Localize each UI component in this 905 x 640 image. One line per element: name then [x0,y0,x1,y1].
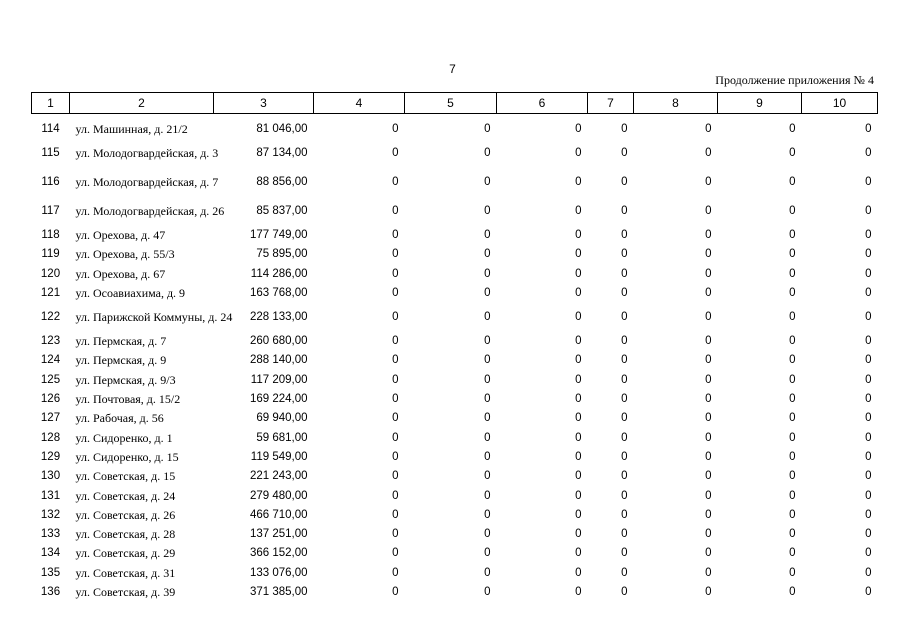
cell-n: 117 [41,204,60,217]
table-row [32,351,878,370]
cell-amt: 221 243,00 [249,470,308,483]
cell-c7: 0 [621,228,628,241]
cell-c8: 0 [705,431,712,444]
cell-c5: 0 [484,286,491,299]
cell-c5: 0 [484,122,491,135]
table-row [32,409,878,428]
cell-c10: 0 [865,373,872,386]
cell-c5: 0 [484,508,491,521]
cell-c10: 0 [865,228,872,241]
cell-amt: 177 749,00 [249,228,308,241]
cell-c5: 0 [484,470,491,483]
table-row [32,486,878,505]
cell-c5: 0 [484,431,491,444]
cell-c10: 0 [865,335,872,348]
cell-n: 122 [40,310,61,323]
column-number-header-row [32,93,878,114]
column-header: 2 [70,93,214,114]
cell-addr: ул. Советская, д. 24 [75,488,176,503]
cell-c6: 0 [575,267,582,280]
cell-c7: 0 [621,489,628,502]
cell-c8: 0 [705,547,712,560]
cell-c6: 0 [575,248,582,261]
cell-c10: 0 [865,354,872,367]
cell-c4: 0 [392,508,399,521]
cell-n: 119 [41,248,60,261]
cell-c6: 0 [575,286,582,299]
cell-c6: 0 [575,528,582,541]
table-row [32,138,878,167]
cell-c7: 0 [621,204,628,217]
cell-c4: 0 [392,248,399,261]
column-header: 6 [497,93,588,114]
cell-addr: ул. Молодогвардейская, д. 26 [75,203,225,218]
table-row [32,196,878,225]
cell-c5: 0 [484,373,491,386]
cell-n: 118 [41,228,60,241]
cell-n: 120 [40,267,61,280]
cell-c6: 0 [575,335,582,348]
cell-amt: 466 710,00 [249,508,308,521]
cell-n: 124 [40,354,61,367]
cell-c6: 0 [575,393,582,406]
cell-c4: 0 [392,122,399,135]
cell-c8: 0 [705,228,712,241]
cell-c4: 0 [392,412,399,425]
cell-amt: 260 680,00 [249,335,308,348]
cell-c9: 0 [789,228,796,241]
table-row [32,331,878,350]
cell-c7: 0 [621,585,628,598]
cell-c7: 0 [621,248,628,261]
cell-amt: 133 076,00 [249,566,308,579]
cell-c6: 0 [575,489,582,502]
cell-c7: 0 [621,528,628,541]
cell-c10: 0 [865,175,872,188]
cell-c5: 0 [484,566,491,579]
cell-c7: 0 [621,566,628,579]
cell-c10: 0 [865,450,872,463]
cell-amt: 228 133,00 [249,310,308,323]
cell-c4: 0 [392,431,399,444]
cell-c9: 0 [789,146,796,159]
column-header: 7 [588,93,634,114]
cell-amt: 87 134,00 [256,146,308,159]
column-header: 1 [32,93,70,114]
cell-c10: 0 [865,393,872,406]
cell-c9: 0 [789,470,796,483]
cell-c7: 0 [621,335,628,348]
cell-c4: 0 [392,354,399,367]
table-row [32,428,878,447]
cell-amt: 59 681,00 [256,431,308,444]
cell-c9: 0 [789,450,796,463]
cell-n: 126 [40,393,61,406]
data-table [31,92,878,602]
cell-c9: 0 [789,489,796,502]
cell-c8: 0 [705,175,712,188]
cell-n: 116 [41,175,60,188]
cell-c9: 0 [789,412,796,425]
cell-c5: 0 [484,450,491,463]
cell-addr: ул. Рабочая, д. 56 [75,411,164,426]
cell-n: 129 [40,450,61,463]
cell-c6: 0 [575,354,582,367]
table-row [32,467,878,486]
cell-c8: 0 [705,146,712,159]
cell-c5: 0 [484,228,491,241]
cell-c8: 0 [705,248,712,261]
cell-c4: 0 [392,450,399,463]
table-row [32,505,878,524]
cell-c10: 0 [865,412,872,425]
cell-c4: 0 [392,489,399,502]
cell-c9: 0 [789,248,796,261]
table-row [32,225,878,244]
cell-c5: 0 [484,489,491,502]
cell-c7: 0 [621,393,628,406]
cell-c8: 0 [705,412,712,425]
cell-c5: 0 [484,412,491,425]
cell-c8: 0 [705,310,712,323]
cell-c10: 0 [865,122,872,135]
cell-amt: 85 837,00 [256,204,308,217]
cell-c5: 0 [484,354,491,367]
cell-c10: 0 [865,204,872,217]
cell-n: 131 [40,489,61,502]
cell-c9: 0 [789,286,796,299]
cell-c10: 0 [865,146,872,159]
cell-c4: 0 [392,310,399,323]
cell-c9: 0 [789,547,796,560]
cell-c8: 0 [705,286,712,299]
cell-c9: 0 [789,393,796,406]
cell-amt: 117 209,00 [250,373,308,386]
cell-c9: 0 [789,585,796,598]
cell-c10: 0 [865,528,872,541]
cell-addr: ул. Советская, д. 15 [75,469,176,484]
cell-c8: 0 [705,489,712,502]
cell-addr: ул. Советская, д. 28 [75,527,176,542]
cell-c7: 0 [621,373,628,386]
cell-c5: 0 [484,393,491,406]
cell-c4: 0 [392,547,399,560]
cell-c10: 0 [865,248,872,261]
cell-n: 130 [40,470,61,483]
cell-c4: 0 [392,204,399,217]
table-row [32,283,878,302]
cell-c10: 0 [865,470,872,483]
cell-c4: 0 [392,267,399,280]
cell-c8: 0 [705,122,712,135]
cell-c9: 0 [789,431,796,444]
cell-c4: 0 [392,335,399,348]
cell-addr: ул. Сидоренко, д. 15 [75,449,179,464]
cell-c4: 0 [392,146,399,159]
cell-c8: 0 [705,566,712,579]
column-header: 3 [214,93,314,114]
cell-c4: 0 [392,470,399,483]
cell-amt: 81 046,00 [256,122,308,135]
cell-addr: ул. Пермская, д. 9 [75,353,167,368]
cell-n: 121 [40,286,61,299]
cell-c10: 0 [865,508,872,521]
cell-addr: ул. Почтовая, д. 15/2 [75,392,181,407]
cell-c4: 0 [392,373,399,386]
cell-amt: 371 385,00 [249,585,308,598]
cell-c4: 0 [392,286,399,299]
cell-amt: 69 940,00 [256,412,308,425]
cell-n: 133 [40,528,61,541]
column-header: 8 [634,93,718,114]
page-number: 7 [449,62,456,76]
cell-c7: 0 [621,547,628,560]
cell-n: 114 [41,122,60,135]
cell-n: 135 [40,566,61,579]
cell-addr: ул. Пермская, д. 9/3 [75,372,176,387]
cell-c4: 0 [392,528,399,541]
cell-c9: 0 [789,175,796,188]
table-row [32,389,878,408]
cell-n: 136 [40,585,61,598]
cell-addr: ул. Советская, д. 26 [75,507,176,522]
cell-c6: 0 [575,508,582,521]
cell-c9: 0 [789,122,796,135]
cell-c5: 0 [484,528,491,541]
column-header: 4 [314,93,405,114]
appendix-continuation-note: Продолжение приложения № 4 [715,73,874,87]
cell-amt: 88 856,00 [256,175,308,188]
cell-c6: 0 [575,566,582,579]
cell-c5: 0 [484,248,491,261]
cell-c7: 0 [621,122,628,135]
cell-c6: 0 [575,310,582,323]
cell-c4: 0 [392,228,399,241]
cell-c5: 0 [484,585,491,598]
cell-c6: 0 [575,228,582,241]
cell-c6: 0 [575,373,582,386]
cell-c8: 0 [705,373,712,386]
table-row [32,119,878,138]
cell-c6: 0 [575,450,582,463]
cell-c10: 0 [865,431,872,444]
cell-addr: ул. Парижской Коммуны, д. 24 [75,309,233,324]
column-header: 10 [802,93,878,114]
cell-addr: ул. Машинная, д. 21/2 [75,121,188,136]
table-row [32,370,878,389]
cell-c8: 0 [705,470,712,483]
cell-c5: 0 [484,146,491,159]
cell-amt: 366 152,00 [249,547,308,560]
cell-c7: 0 [621,286,628,299]
cell-c10: 0 [865,310,872,323]
cell-c5: 0 [484,267,491,280]
cell-c4: 0 [392,175,399,188]
cell-c7: 0 [621,431,628,444]
cell-c8: 0 [705,354,712,367]
cell-c7: 0 [621,146,628,159]
cell-c5: 0 [484,204,491,217]
cell-c10: 0 [865,489,872,502]
cell-c7: 0 [621,470,628,483]
table-row [32,447,878,466]
table-row [32,264,878,283]
table-row [32,544,878,563]
cell-c7: 0 [621,267,628,280]
cell-addr: ул. Советская, д. 31 [75,565,176,580]
cell-c6: 0 [575,175,582,188]
cell-c10: 0 [865,566,872,579]
table-row [32,563,878,582]
cell-amt: 119 549,00 [250,450,308,463]
cell-c7: 0 [621,412,628,425]
cell-c8: 0 [705,508,712,521]
cell-addr: ул. Молодогвардейская, д. 3 [75,145,219,160]
cell-c4: 0 [392,585,399,598]
cell-c9: 0 [789,310,796,323]
cell-n: 115 [41,146,60,159]
cell-c7: 0 [621,175,628,188]
cell-amt: 137 251,00 [249,528,308,541]
cell-c8: 0 [705,267,712,280]
cell-c8: 0 [705,204,712,217]
cell-c8: 0 [705,528,712,541]
cell-c5: 0 [484,175,491,188]
cell-c9: 0 [789,508,796,521]
cell-amt: 169 224,00 [249,393,308,406]
cell-amt: 114 286,00 [250,267,308,280]
cell-c8: 0 [705,335,712,348]
table-row [32,302,878,331]
cell-c5: 0 [484,547,491,560]
cell-c10: 0 [865,267,872,280]
cell-addr: ул. Сидоренко, д. 1 [75,430,173,445]
cell-c6: 0 [575,412,582,425]
cell-c7: 0 [621,354,628,367]
table-row [32,245,878,264]
cell-c9: 0 [789,335,796,348]
cell-amt: 75 895,00 [256,248,308,261]
cell-amt: 288 140,00 [249,354,308,367]
cell-c10: 0 [865,286,872,299]
cell-n: 123 [40,335,61,348]
cell-addr: ул. Орехова, д. 47 [75,227,166,242]
cell-addr: ул. Орехова, д. 67 [75,266,166,281]
cell-n: 127 [40,412,61,425]
cell-c9: 0 [789,566,796,579]
cell-n: 128 [40,431,61,444]
table-body [32,114,878,602]
cell-c6: 0 [575,146,582,159]
table-row [32,582,878,601]
cell-c8: 0 [705,585,712,598]
table-row [32,524,878,543]
cell-addr: ул. Молодогвардейская, д. 7 [75,174,219,189]
cell-c6: 0 [575,122,582,135]
cell-n: 125 [40,373,61,386]
cell-c8: 0 [705,450,712,463]
cell-c4: 0 [392,566,399,579]
cell-c6: 0 [575,431,582,444]
cell-c9: 0 [789,267,796,280]
cell-c10: 0 [865,585,872,598]
cell-c6: 0 [575,204,582,217]
cell-n: 132 [40,508,61,521]
cell-c10: 0 [865,547,872,560]
cell-amt: 279 480,00 [249,489,308,502]
cell-c6: 0 [575,470,582,483]
cell-addr: ул. Пермская, д. 7 [75,334,167,349]
cell-c5: 0 [484,310,491,323]
cell-c7: 0 [621,450,628,463]
cell-c6: 0 [575,547,582,560]
cell-n: 134 [40,547,61,560]
cell-c7: 0 [621,310,628,323]
cell-addr: ул. Советская, д. 29 [75,546,176,561]
cell-c6: 0 [575,585,582,598]
cell-c4: 0 [392,393,399,406]
cell-c9: 0 [789,354,796,367]
column-header: 9 [718,93,802,114]
cell-c7: 0 [621,508,628,521]
cell-c9: 0 [789,373,796,386]
cell-addr: ул. Осоавиахима, д. 9 [75,285,186,300]
cell-c8: 0 [705,393,712,406]
cell-c5: 0 [484,335,491,348]
table-row [32,167,878,196]
cell-addr: ул. Советская, д. 39 [75,584,176,599]
cell-addr: ул. Орехова, д. 55/3 [75,247,175,262]
cell-c9: 0 [789,204,796,217]
column-header: 5 [405,93,497,114]
cell-amt: 163 768,00 [249,286,308,299]
cell-c9: 0 [789,528,796,541]
